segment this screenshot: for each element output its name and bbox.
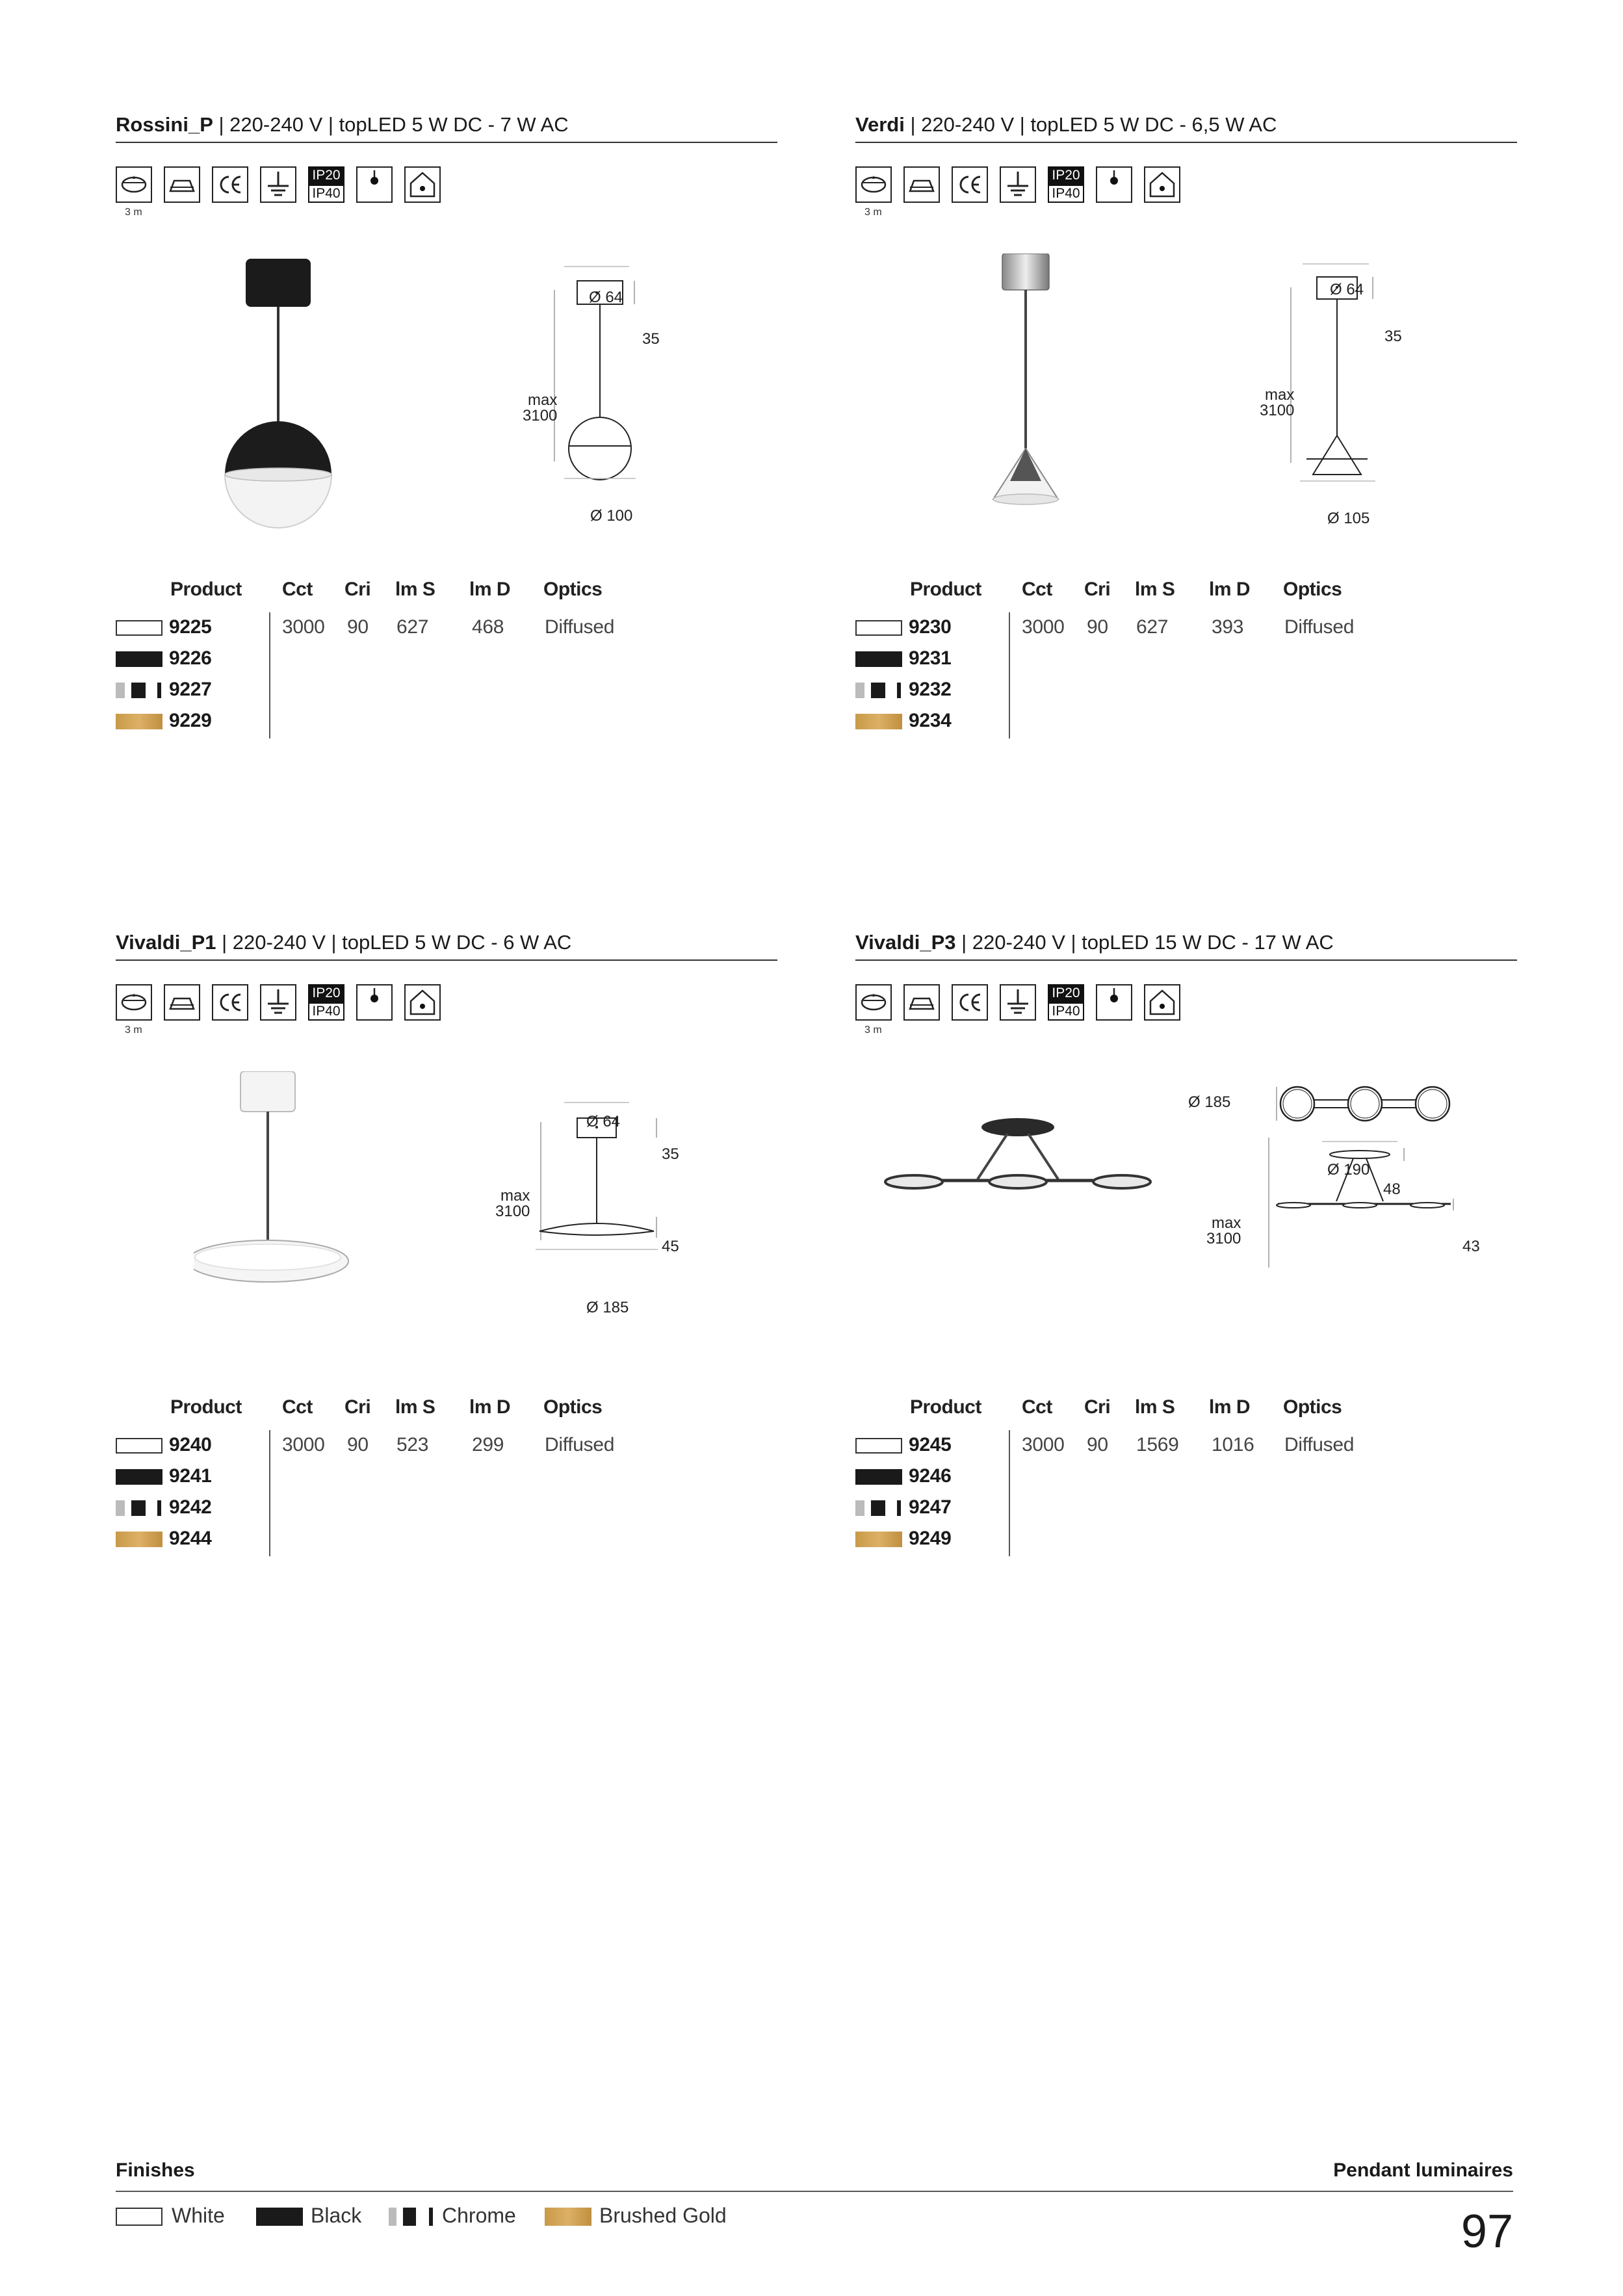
dim-canopy-diameter: Ø 190: [1327, 1161, 1370, 1179]
ceiling-mount-icon: [903, 984, 940, 1021]
col-optics: Optics: [543, 1396, 603, 1418]
cable-length-icon: [116, 984, 152, 1021]
swatch-white: [855, 620, 902, 636]
swatch-black: [116, 651, 162, 667]
dim-max-value: 3100: [1206, 1230, 1241, 1247]
dim-canopy-diameter: Ø 64: [1330, 281, 1364, 298]
swatch-gold: [116, 714, 162, 729]
swatch-gold: [545, 2208, 591, 2226]
pendant-point-icon: [356, 166, 393, 203]
product-code: 9225: [169, 616, 212, 638]
table-divider: [269, 1430, 270, 1556]
product-code: 9226: [169, 647, 212, 669]
ce-mark-icon: [952, 984, 988, 1021]
swatch-gold: [855, 1532, 902, 1547]
pendant-point-icon: [1096, 166, 1132, 203]
spec-icons: [855, 166, 1193, 218]
swatch-black: [855, 651, 902, 667]
col-cri: Cri: [1084, 1396, 1111, 1418]
col-lms: lm S: [395, 1396, 435, 1418]
earth-ground-icon: [260, 166, 296, 203]
product-name: Verdi: [855, 113, 905, 136]
value-lmd: 299: [472, 1434, 504, 1455]
col-lmd: lm D: [469, 1396, 511, 1418]
value-cct: 3000: [1022, 1434, 1065, 1455]
cable-length-label: 3 m: [864, 1024, 882, 1036]
earth-ground-icon: [1000, 166, 1036, 203]
value-lmd: 468: [472, 616, 504, 638]
product-block-vivaldi-p3: [855, 928, 1517, 1578]
dim-canopy-diameter: Ø 64: [586, 1113, 621, 1130]
indoor-use-icon: [1144, 984, 1180, 1021]
table-divider: [1009, 1430, 1010, 1556]
value-lms: 627: [396, 616, 429, 638]
ip40-label: IP40: [1048, 185, 1084, 203]
dim-max-label: max: [1265, 386, 1295, 404]
product-title: [855, 111, 1517, 143]
product-spec: | 220-240 V | topLED 5 W DC - 6 W AC: [216, 931, 572, 954]
col-optics: Optics: [1283, 579, 1342, 600]
product-photo: [194, 254, 441, 540]
product-code: 9242: [169, 1496, 212, 1518]
cable-length-label: 3 m: [125, 207, 142, 218]
value-optics: Diffused: [1284, 616, 1355, 638]
dim-canopy-height: 35: [642, 330, 660, 348]
ceiling-mount-icon: [164, 984, 200, 1021]
ce-mark-icon: [952, 166, 988, 203]
earth-ground-icon: [1000, 984, 1036, 1021]
indoor-use-icon: [404, 166, 441, 203]
dim-shade-diameter: Ø 100: [590, 507, 633, 525]
product-title: [116, 111, 777, 143]
swatch-white: [116, 1438, 162, 1454]
cable-length-icon: [855, 984, 892, 1021]
product-spec: | 220-240 V | topLED 5 W DC - 7 W AC: [213, 113, 569, 136]
ceiling-mount-icon: [903, 166, 940, 203]
product-code: 9234: [909, 710, 952, 731]
dim-disc-diameter: Ø 185: [1188, 1093, 1231, 1111]
swatch-white: [855, 1438, 902, 1454]
cable-length-icon: [855, 166, 892, 203]
product-title: [855, 928, 1517, 961]
col-lmd: lm D: [1209, 579, 1251, 600]
swatch-gold: [855, 714, 902, 729]
product-code: 9244: [169, 1528, 212, 1549]
spec-icons: [855, 984, 1193, 1036]
table-divider: [269, 612, 270, 738]
col-cri: Cri: [344, 579, 371, 600]
col-lmd: lm D: [469, 579, 511, 600]
col-product: Product: [170, 579, 242, 600]
dim-canopy-height: 35: [1384, 328, 1402, 345]
finish-label: Brushed Gold: [599, 2204, 727, 2227]
technical-drawing: [506, 1071, 766, 1357]
swatch-gold: [116, 1532, 162, 1547]
product-code: 9227: [169, 679, 212, 700]
dim-shade-height: 45: [662, 1238, 679, 1255]
value-lmd: 393: [1212, 616, 1244, 638]
spec-icons: [116, 166, 454, 218]
ip-rating-icon: [1048, 166, 1084, 203]
dim-canopy-diameter: Ø 64: [589, 289, 623, 306]
ip-rating-icon: [308, 984, 344, 1021]
footer-divider: [116, 2191, 1513, 2192]
product-photo: [194, 1071, 441, 1357]
swatch-chrome: [389, 2208, 435, 2226]
finish-label: Black: [311, 2204, 362, 2227]
ceiling-mount-icon: [164, 166, 200, 203]
col-product: Product: [170, 1396, 242, 1418]
swatch-black: [855, 1469, 902, 1485]
col-cct: Cct: [1022, 579, 1052, 600]
spec-icons: [116, 984, 454, 1036]
dim-max-value: 3100: [495, 1203, 530, 1220]
ip20-label: IP20: [1048, 166, 1084, 185]
product-block-verdi: [855, 111, 1517, 761]
dim-canopy-height: 35: [662, 1145, 679, 1163]
product-photo: [933, 254, 1180, 540]
value-cri: 90: [347, 616, 369, 638]
product-code: 9231: [909, 647, 952, 669]
value-cri: 90: [1087, 1434, 1108, 1455]
product-photo: [868, 1071, 1154, 1357]
swatch-chrome: [855, 1500, 902, 1516]
swatch-black: [116, 1469, 162, 1485]
ip40-label: IP40: [308, 1002, 344, 1021]
value-cri: 90: [1087, 616, 1108, 638]
value-cct: 3000: [1022, 616, 1065, 638]
dim-max-value: 3100: [1260, 402, 1295, 419]
ce-mark-icon: [212, 166, 248, 203]
product-code: 9245: [909, 1434, 952, 1455]
col-cct: Cct: [1022, 1396, 1052, 1418]
dim-shade-diameter: Ø 185: [586, 1299, 629, 1316]
col-lms: lm S: [1135, 579, 1175, 600]
dim-max-label: max: [528, 391, 558, 409]
dim-shade-diameter: Ø 105: [1327, 510, 1370, 527]
pendant-point-icon: [356, 984, 393, 1021]
earth-ground-icon: [260, 984, 296, 1021]
product-block-rossini-p: [116, 111, 777, 761]
page-number: 97: [1461, 2206, 1513, 2258]
swatch-white: [116, 620, 162, 636]
value-cri: 90: [347, 1434, 369, 1455]
cable-length-label: 3 m: [864, 207, 882, 218]
col-product: Product: [910, 1396, 981, 1418]
product-code: 9241: [169, 1465, 212, 1487]
value-lms: 523: [396, 1434, 429, 1455]
ip40-label: IP40: [308, 185, 344, 203]
dim-max-value: 3100: [523, 407, 558, 424]
value-cct: 3000: [282, 1434, 325, 1455]
table-divider: [1009, 612, 1010, 738]
col-cri: Cri: [1084, 579, 1111, 600]
product-table: [116, 579, 777, 748]
col-cri: Cri: [344, 1396, 371, 1418]
value-lmd: 1016: [1212, 1434, 1254, 1455]
product-table: [855, 1396, 1517, 1565]
dim-max-label: max: [500, 1187, 530, 1205]
product-spec: | 220-240 V | topLED 15 W DC - 17 W AC: [955, 931, 1334, 954]
ce-mark-icon: [212, 984, 248, 1021]
value-lms: 627: [1136, 616, 1169, 638]
finish-label: Chrome: [442, 2204, 516, 2227]
cable-length-icon: [116, 166, 152, 203]
swatch-black: [256, 2208, 303, 2226]
ip20-label: IP20: [308, 166, 344, 185]
dim-max-label: max: [1212, 1214, 1241, 1232]
ip20-label: IP20: [1048, 984, 1084, 1002]
value-optics: Diffused: [545, 616, 615, 638]
product-code: 9246: [909, 1465, 952, 1487]
product-code: 9229: [169, 710, 212, 731]
value-optics: Diffused: [545, 1434, 615, 1455]
product-code: 9240: [169, 1434, 212, 1455]
dim-body-height: 43: [1462, 1238, 1480, 1255]
swatch-chrome: [116, 683, 162, 698]
product-spec: | 220-240 V | topLED 5 W DC - 6,5 W AC: [904, 113, 1277, 136]
cable-length-label: 3 m: [125, 1024, 142, 1036]
col-lms: lm S: [395, 579, 435, 600]
product-table: [855, 579, 1517, 748]
ip40-label: IP40: [1048, 1002, 1084, 1021]
value-cct: 3000: [282, 616, 325, 638]
col-optics: Optics: [543, 579, 603, 600]
ip-rating-icon: [308, 166, 344, 203]
product-table: [116, 1396, 777, 1565]
product-name: Vivaldi_P3: [855, 931, 956, 954]
product-code: 9247: [909, 1496, 952, 1518]
value-optics: Diffused: [1284, 1434, 1355, 1455]
swatch-white: [116, 2208, 162, 2226]
col-lmd: lm D: [1209, 1396, 1251, 1418]
product-title: [116, 928, 777, 961]
section-title: Pendant luminaires: [1333, 2159, 1513, 2181]
product-code: 9249: [909, 1528, 952, 1549]
swatch-chrome: [855, 683, 902, 698]
ip20-label: IP20: [308, 984, 344, 1002]
col-cct: Cct: [282, 1396, 313, 1418]
product-code: 9230: [909, 616, 952, 638]
technical-drawing: [1226, 1071, 1486, 1357]
product-name: Vivaldi_P1: [116, 931, 216, 954]
indoor-use-icon: [404, 984, 441, 1021]
pendant-point-icon: [1096, 984, 1132, 1021]
finish-label: White: [172, 2204, 225, 2227]
indoor-use-icon: [1144, 166, 1180, 203]
dim-canopy-height: 48: [1383, 1181, 1401, 1198]
product-code: 9232: [909, 679, 952, 700]
col-optics: Optics: [1283, 1396, 1342, 1418]
product-name: Rossini_P: [116, 113, 213, 136]
col-lms: lm S: [1135, 1396, 1175, 1418]
finishes-title: Finishes: [116, 2159, 195, 2181]
value-lms: 1569: [1136, 1434, 1179, 1455]
ip-rating-icon: [1048, 984, 1084, 1021]
swatch-chrome: [116, 1500, 162, 1516]
col-cct: Cct: [282, 579, 313, 600]
product-block-vivaldi-p1: [116, 928, 777, 1578]
col-product: Product: [910, 579, 981, 600]
